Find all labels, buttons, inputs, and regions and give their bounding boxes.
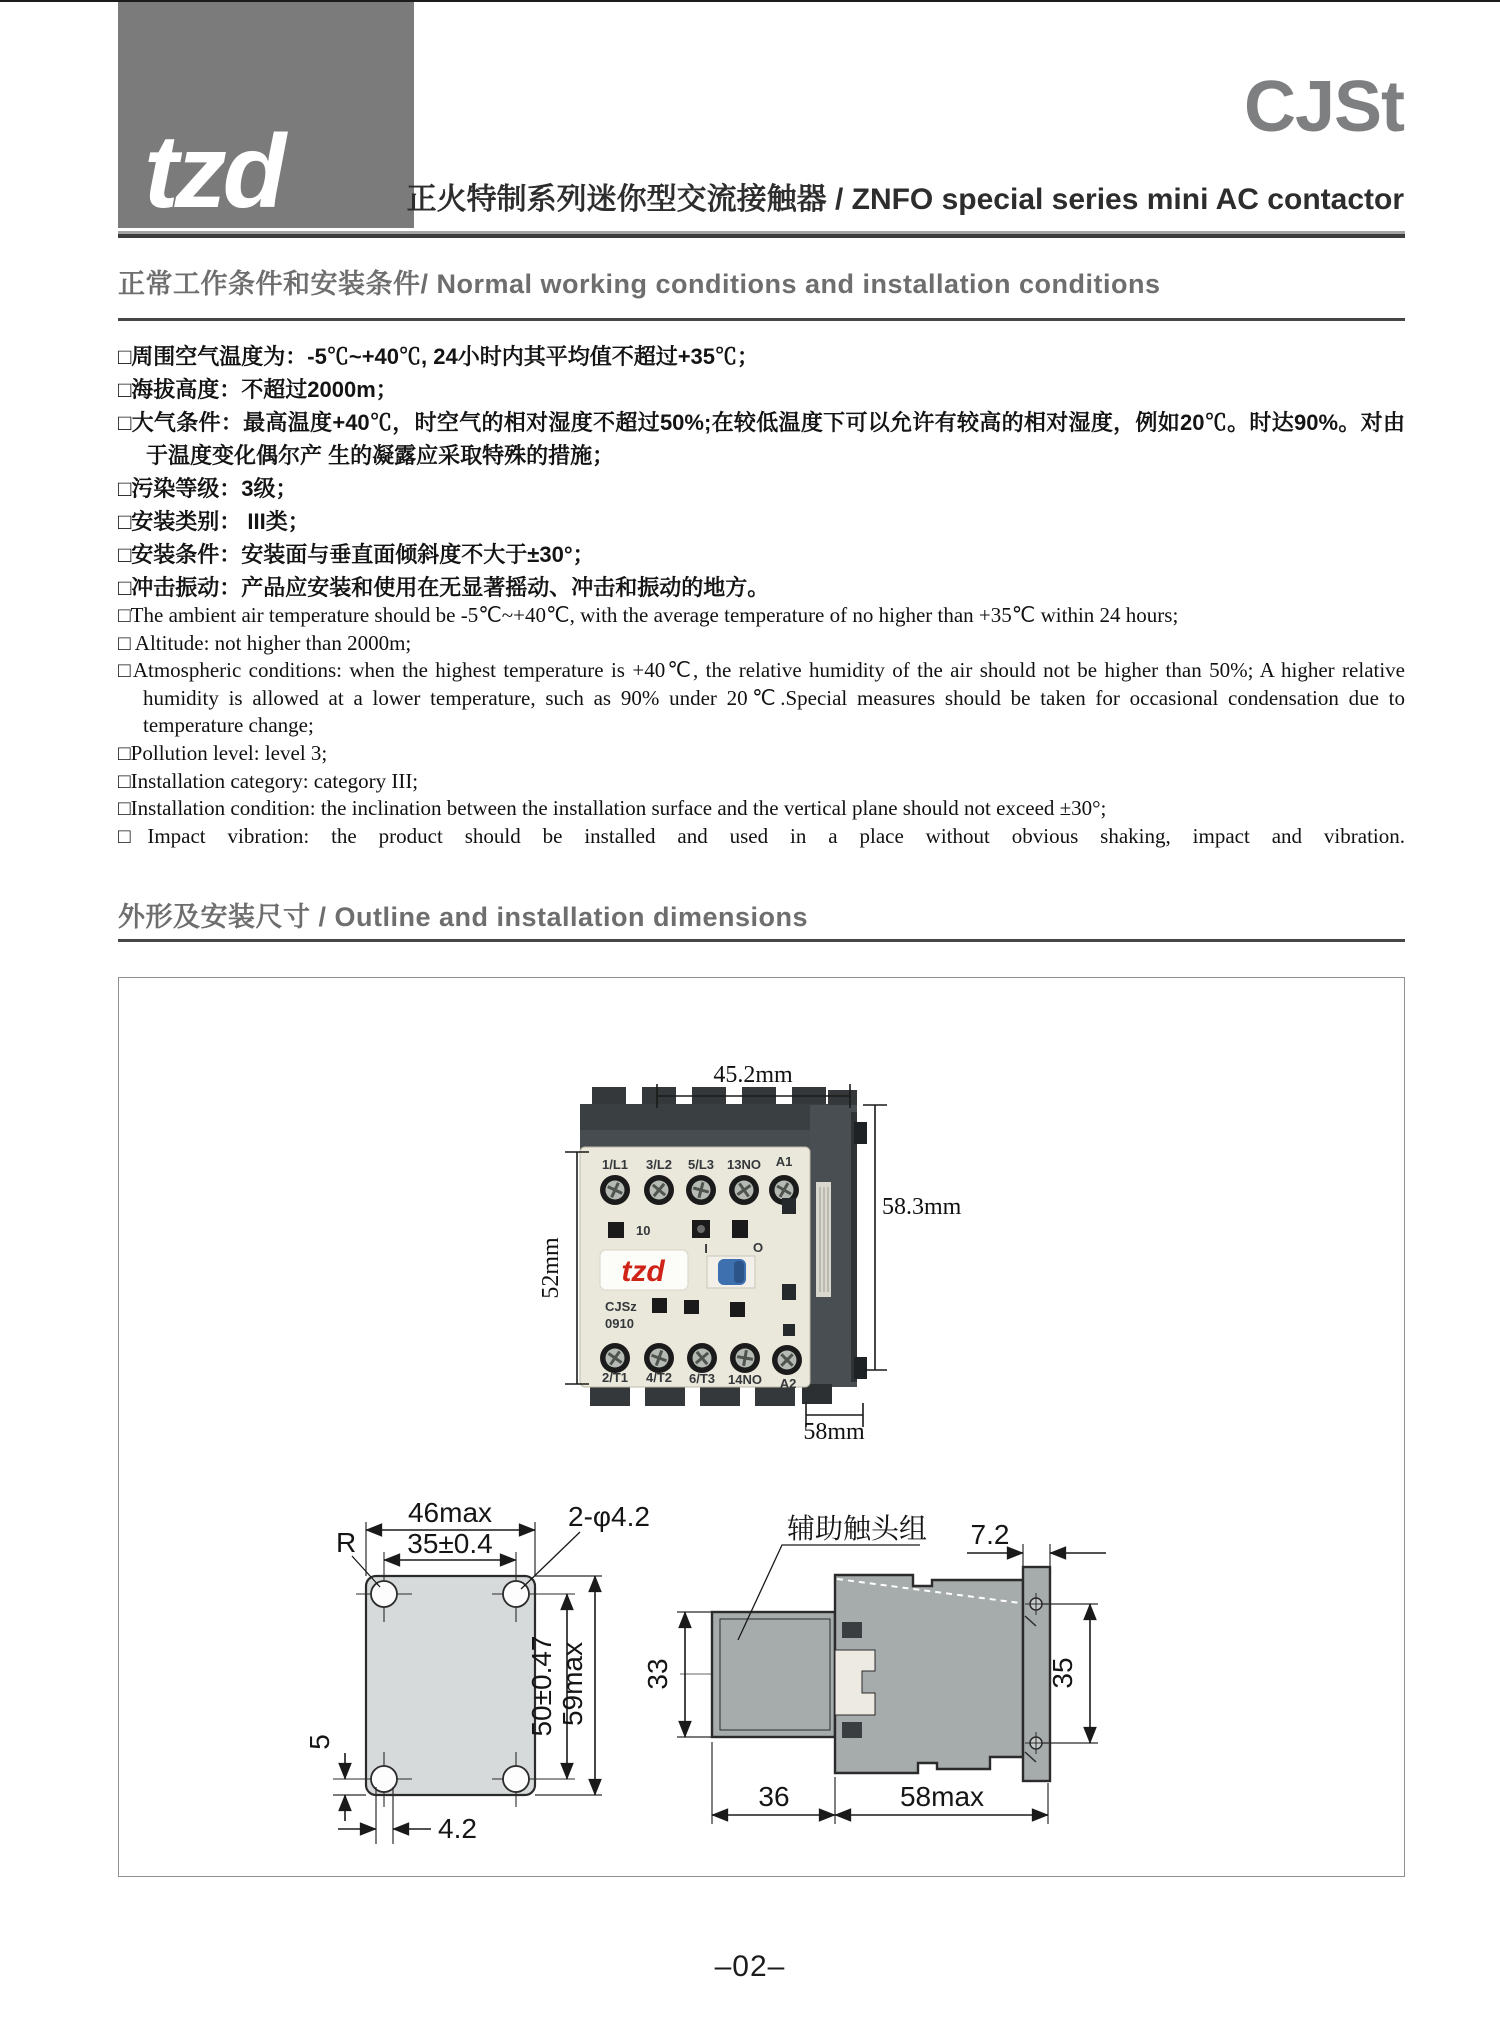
front-detail: [730, 1302, 745, 1317]
terminal-label: 5/L3: [687, 1157, 715, 1172]
brand-logo-text: tzd: [144, 114, 283, 231]
dim-hole-span-h: 35±0.4: [407, 1528, 493, 1559]
terminal-label: 3/L2: [645, 1157, 673, 1172]
switch-on-label: I: [704, 1241, 708, 1256]
side-detail: [783, 1324, 795, 1336]
front-detail: [652, 1298, 667, 1313]
product-photo: [430, 1032, 970, 1442]
model-label: CJSz: [605, 1299, 637, 1314]
dim-hole-span-v: 50±0.47: [526, 1635, 557, 1737]
contactor-side-edge: [851, 1112, 857, 1382]
header-rule: [118, 234, 1405, 238]
brand-logo-box: [118, 2, 414, 231]
dim-aux-width: 36: [758, 1781, 790, 1812]
condition-item-cn: □安装类别： III类；: [118, 509, 310, 534]
dim-body-width: 58max: [899, 1781, 985, 1812]
section-rule: [118, 939, 1405, 942]
terminal-label: 13NO: [727, 1157, 761, 1172]
side-label: [816, 1182, 831, 1297]
installation-drawings: [230, 1452, 1110, 1872]
dim-flange-width: 7.2: [970, 1519, 1010, 1550]
dim-plate-height-max: 59max: [557, 1641, 588, 1727]
page-number: –02–: [714, 1950, 786, 1983]
terminal-label: A1: [775, 1154, 793, 1169]
hole-callout: 2-φ4.2: [568, 1501, 650, 1532]
terminal-label: 1/L1: [601, 1157, 629, 1172]
dim-hole-diameter: 4.2: [438, 1813, 477, 1844]
condition-item-en: □ Altitude: not higher than 2000m;: [118, 630, 412, 655]
section-rule: [118, 318, 1405, 321]
dim-label-width-bottom: 58mm: [803, 1419, 865, 1442]
front-detail: [608, 1222, 624, 1238]
front-detail: [684, 1300, 699, 1314]
side-detail: [782, 1198, 796, 1214]
conditions-list-en: [118, 602, 1405, 850]
conditions-list-cn: [118, 340, 1405, 604]
side-view-drawing: [642, 1513, 1106, 1824]
aux-contact-callout: 辅助触头组: [787, 1513, 928, 1544]
condition-item-cn: □周围空气温度为：-5℃~+40℃, 24小时内其平均值不超过+35℃；: [118, 344, 760, 369]
aux-contact-block: [712, 1612, 835, 1737]
brand-plate-text: tzd: [621, 1255, 665, 1288]
product-code-title: CJSt: [1243, 67, 1404, 147]
terminal-label: 14NO: [728, 1372, 762, 1387]
side-detail: [782, 1284, 796, 1300]
condition-item-en: □Pollution level: level 3;: [118, 740, 328, 765]
condition-item-en: □Impact vibration: the product should be installed and used in a place without obvious shaking, impact and vibration.: [118, 823, 1405, 848]
terminal-label: 6/T3: [688, 1371, 716, 1386]
condition-item-en: □The ambient air temperature should be -5℃~+40℃, with the average temperature of no higher than +35℃ within 24 hours;: [118, 603, 1179, 627]
dim-plate-width-max: 46max: [407, 1497, 493, 1528]
mounting-plate-drawing: [304, 1497, 650, 1844]
condition-item-cn: □冲击振动：产品应安装和使用在无显著摇动、冲击和振动的地方。: [118, 575, 770, 600]
model-label: 0910: [605, 1316, 634, 1331]
rating-label: 10: [636, 1223, 651, 1238]
condition-item-cn: □安装条件：安装面与垂直面倾斜度不大于±30°；: [118, 542, 595, 567]
dim-aux-height: 33: [642, 1658, 673, 1690]
condition-item-en: □Atmospheric conditions: when the highest temperature is +40℃, the relative humidity of the air should not be higher than 50%; A higher relative humidity is allowed at a lower temperature, such as 90% under 20℃.Special measures should be taken for occasional condensation due to temperature change;: [118, 658, 1405, 738]
switch-off-label: O: [752, 1240, 764, 1255]
section-heading-working-conditions: 正常工作条件和安装条件/ Normal working conditions and installation conditions: [118, 269, 1161, 299]
terminal-label: A2: [779, 1376, 797, 1391]
din-tab: [854, 1357, 867, 1379]
dim-label-height-right: 58.3mm: [882, 1194, 962, 1220]
condition-item-en: □Installation category: category III;: [118, 768, 419, 793]
front-detail: [732, 1220, 748, 1238]
terminal-label: 2/T1: [601, 1370, 629, 1385]
dim-bottom-offset: 5: [304, 1734, 335, 1750]
terminal-label: 4/T2: [645, 1370, 673, 1385]
condition-item-cn: □海拔高度：不超过2000m；: [118, 377, 398, 402]
condition-item-en: □Installation condition: the inclination between the installation surface and the vertical plane should not exceed ±30°;: [118, 796, 1107, 821]
product-subtitle: 正火特制系列迷你型交流接触器 / ZNFO special series mini AC contactor: [406, 183, 1404, 216]
switch-lever-shade: [734, 1261, 744, 1283]
din-tab: [854, 1122, 867, 1144]
section-heading-dimensions: 外形及安装尺寸 / Outline and installation dimensions: [118, 902, 809, 932]
condition-item-cn: □大气条件：最高温度+40℃，时空气的相对湿度不超过50%;在较低温度下可以允许有较高的相对湿度，例如20℃。时达90%。对由于温度变化偶尔产 生的凝露应采取特殊的措施；: [118, 410, 1405, 468]
contactor-body-outline: [835, 1575, 1023, 1773]
condition-item-cn: □污染等级：3级；: [118, 476, 298, 501]
dim-mount-height: 35: [1047, 1657, 1078, 1689]
radius-callout: R: [336, 1527, 357, 1558]
dim-label-height-left: 52mm: [538, 1237, 564, 1299]
dim-label-width-top: 45.2mm: [713, 1062, 793, 1088]
